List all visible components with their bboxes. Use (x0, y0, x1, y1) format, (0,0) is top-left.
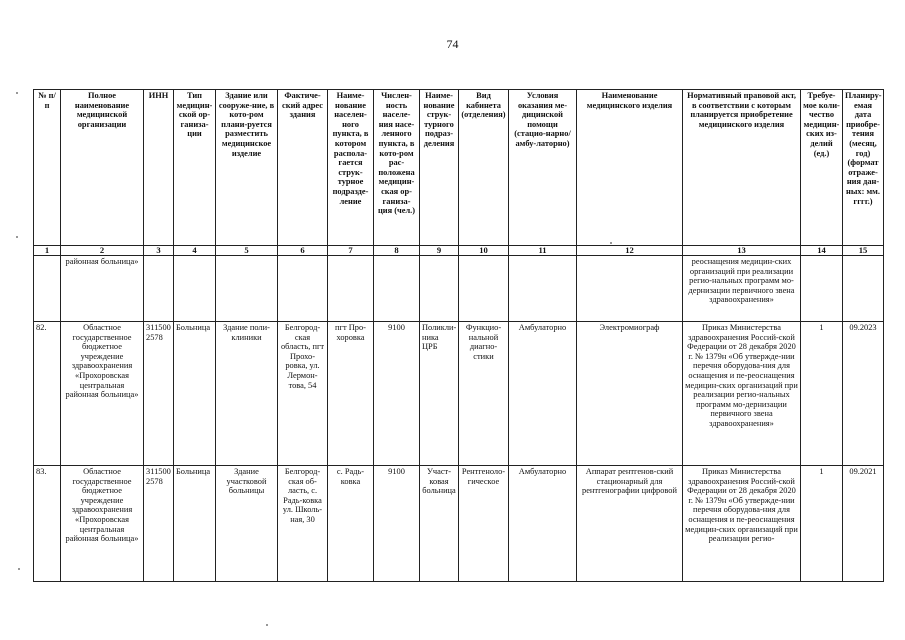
header-cell: Полное наименование медицинской организации (61, 90, 144, 246)
column-number: 10 (459, 246, 509, 256)
column-number: 14 (801, 246, 843, 256)
table-cell (144, 256, 174, 322)
scan-speck (16, 92, 18, 94)
column-number: 7 (328, 246, 374, 256)
table-cell (509, 256, 577, 322)
header-cell: ИНН (144, 90, 174, 246)
column-number: 5 (216, 246, 278, 256)
page-number: 74 (446, 37, 459, 51)
column-number-row (34, 246, 884, 256)
population-cell: 9100 (374, 322, 420, 466)
scan-speck (266, 624, 268, 626)
column-number: 12 (577, 246, 683, 256)
org-type-cell: Больница (174, 322, 216, 466)
subdivision-cell: Поликли-ника ЦРБ (420, 322, 459, 466)
header-cell: Наиме-нование населен-ного пункта, в котором располa-гается струк-турное подразде-ление (328, 90, 374, 246)
header-cell: Фактиче-ский адрес здания (278, 90, 328, 246)
header-cell: Тип медицин-ской ор-ганиза-ции (174, 90, 216, 246)
device-cell: Электромиограф (577, 322, 683, 466)
table-cell (174, 256, 216, 322)
quantity-cell: 1 (801, 322, 843, 466)
column-number: 11 (509, 246, 577, 256)
address-cell: Белгород-ская об-ласть, с. Радь-ковка ул. Школь-ная, 30 (278, 466, 328, 582)
conditions-cell: Амбулаторно (509, 466, 577, 582)
address-cell: Белгород-ская область, пгт Прохо-ровка, ул. Лермон-това, 54 (278, 322, 328, 466)
table-cell (216, 256, 278, 322)
header-cell: Здание или сооруже-ние, в кото-ром плани-руется разместить медицинское изделие (216, 90, 278, 246)
column-number: 1 (34, 246, 61, 256)
column-number: 8 (374, 246, 420, 256)
row-number-cell: 83. (34, 466, 61, 582)
header-row (34, 90, 884, 246)
cabinet-cell: Функцио-нальной диагно-стики (459, 322, 509, 466)
locality-cell: с. Радь-ковка (328, 466, 374, 582)
header-cell: № п/п (34, 90, 61, 246)
purchase-date-cell: 09.2021 (843, 466, 884, 582)
conditions-cell: Амбулаторно (509, 322, 577, 466)
purchase-date-cell: 09.2023 (843, 322, 884, 466)
inn-cell: 3115002578 (144, 466, 174, 582)
table-cell (328, 256, 374, 322)
device-cell: Аппарат рентгенов-ский стационарный для рентгенографии цифровой (577, 466, 683, 582)
column-number: 2 (61, 246, 144, 256)
header-cell: Вид кабинета (отделения) (459, 90, 509, 246)
building-cell: Здание поли-клиники (216, 322, 278, 466)
continuation-row (34, 256, 884, 322)
equipment-register-table (33, 89, 884, 582)
legal-act-cell: Приказ Министерства здравоохранения Россий-ской Федерации от 28 декабря 2020 г. № 1379н «Об утвержде-нии перечня оборудова-ния для оснащения и пе-реоснащения медицин-ских организаций при реализации регио-нальных программ мо-дернизации первичного звена здравоохранения» (683, 322, 801, 466)
table-cell (459, 256, 509, 322)
header-cell: Нормативный правовой акт, в соответствии с которым планируется приобретение медицинского изделия (683, 90, 801, 246)
table-cell (843, 256, 884, 322)
header-cell: Числен-ность населе-ния насе-ленного пункта, в кото-ром рас-положена медицин-ская ор-ганиза-ция (чел.) (374, 90, 420, 246)
header-cell: Наименование медицинского изделия (577, 90, 683, 246)
column-number: 13 (683, 246, 801, 256)
org-name-cell: Областное государственное бюджетное учреждение здравоохранения «Прохоровская центральная районная больница» (61, 322, 144, 466)
column-number: 15 (843, 246, 884, 256)
column-number: 3 (144, 246, 174, 256)
header-cell: Планиру-емая дата приобре-тения (месяц, год) (формат отраже-ния дан-ных: мм. гггг.) (843, 90, 884, 246)
population-cell: 9100 (374, 466, 420, 582)
table-cell (374, 256, 420, 322)
table-cell (278, 256, 328, 322)
table-row (34, 322, 884, 466)
building-cell: Здание участковой больницы (216, 466, 278, 582)
column-number: 4 (174, 246, 216, 256)
scan-speck (16, 236, 18, 238)
legal-act-cell: реоснащения медицин-ских организаций при реализации регио-нальных программ мо-дернизации первичного звена здравоохранения» (683, 256, 801, 322)
table-cell (801, 256, 843, 322)
header-cell: Наиме-нование струк-турного подраз-деления (420, 90, 459, 246)
column-number: 6 (278, 246, 328, 256)
table-cell (577, 256, 683, 322)
cabinet-cell: Рентгеноло-гическое (459, 466, 509, 582)
org-name-cell: Областное государственное бюджетное учреждение здравоохранения «Прохоровская центральная районная больница» (61, 466, 144, 582)
column-number: 9 (420, 246, 459, 256)
inn-cell: 3115002578 (144, 322, 174, 466)
legal-act-cell: Приказ Министерства здравоохранения Россий-ской Федерации от 28 декабря 2020 г. № 1379н «Об утвержде-нии перечня оборудова-ния для оснащения и пе-реоснащения медицин-ских организаций при реализации регио- (683, 466, 801, 582)
locality-cell: пгт Про-хоровка (328, 322, 374, 466)
scan-speck (610, 242, 612, 244)
org-type-cell: Больница (174, 466, 216, 582)
header-cell: Условия оказания ме-дицинской помощи (стацио-нарно/амбу-латорно) (509, 90, 577, 246)
table-cell (420, 256, 459, 322)
quantity-cell: 1 (801, 466, 843, 582)
scan-speck (18, 568, 20, 570)
table-cell (34, 256, 61, 322)
table-row (34, 466, 884, 582)
subdivision-cell: Участ-ковая больница (420, 466, 459, 582)
header-cell: Требуе-мое коли-чество медицин-ских из-делий (ед.) (801, 90, 843, 246)
org-name-cell: районная больница» (61, 256, 144, 322)
row-number-cell: 82. (34, 322, 61, 466)
